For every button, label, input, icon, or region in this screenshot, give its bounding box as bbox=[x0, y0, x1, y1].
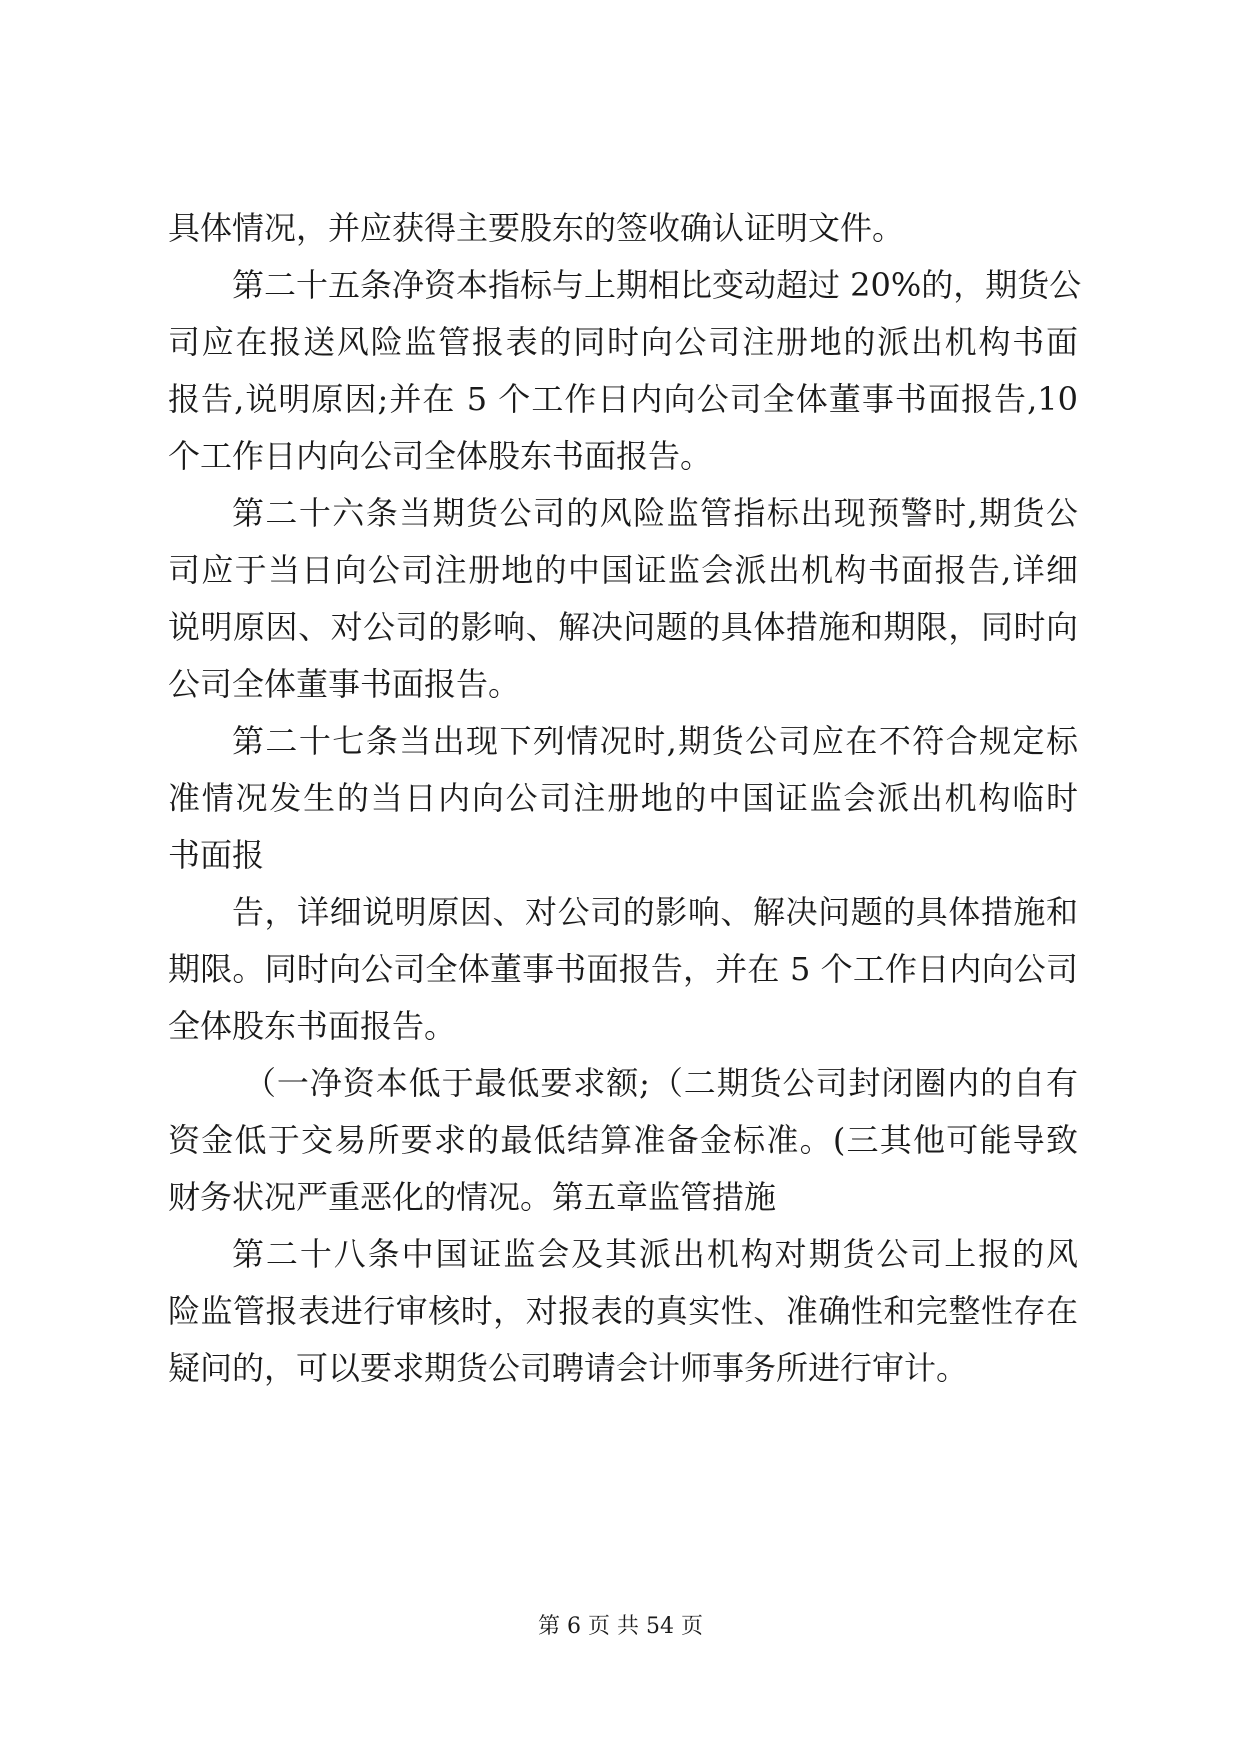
paragraph-conditions bbox=[168, 1055, 1078, 1226]
text-line: 公司全体董事书面报告。 bbox=[168, 665, 521, 703]
text-line: 期限。同时向公司全体董事书面报告，并在 5 个工作日内向公司 bbox=[168, 950, 1078, 988]
text-line: 资金低于交易所要求的最低结算准备金标准。(三其他可能导致 bbox=[168, 1121, 1078, 1159]
paragraph-article-28 bbox=[168, 1226, 1078, 1397]
text-line: 说明原因、对公司的影响、解决问题的具体措施和期限，同时向 bbox=[168, 608, 1078, 646]
paragraph-article-27 bbox=[168, 713, 1078, 884]
text-line: 第二十七条当出现下列情况时,期货公司应在不符合规定标 bbox=[232, 722, 1078, 760]
text-line: 具体情况，并应获得主要股东的签收确认证明文件。 bbox=[168, 209, 905, 247]
paragraph-article-26 bbox=[168, 485, 1078, 713]
text-line: 第二十五条净资本指标与上期相比变动超过 20%的，期货公 bbox=[232, 266, 1082, 304]
text-line: 司应在报送风险监管报表的同时向公司注册地的派出机构书面 bbox=[168, 323, 1078, 361]
text-line: 书面报 bbox=[168, 836, 265, 874]
text-line: 告，详细说明原因、对公司的影响、解决问题的具体措施和 bbox=[232, 893, 1078, 931]
text-line: 第二十八条中国证监会及其派出机构对期货公司上报的风 bbox=[232, 1235, 1078, 1273]
text-line: 个工作日内向公司全体股东书面报告。 bbox=[168, 437, 713, 475]
text-line: 全体股东书面报告。 bbox=[168, 1007, 457, 1045]
paragraph-continuation bbox=[168, 200, 1078, 257]
text-line: 疑问的，可以要求期货公司聘请会计师事务所进行审计。 bbox=[168, 1349, 969, 1387]
page-footer: 第 6 页 共 54 页 bbox=[538, 1614, 703, 1639]
text-line: （一净资本低于最低要求额;（二期货公司封闭圈内的自有 bbox=[244, 1064, 1078, 1102]
text-line: 财务状况严重恶化的情况。第五章监管措施 bbox=[168, 1178, 777, 1216]
paragraph-article-25 bbox=[168, 257, 1082, 485]
text-line: 第二十六条当期货公司的风险监管指标出现预警时,期货公 bbox=[232, 494, 1078, 532]
text-line: 准情况发生的当日内向公司注册地的中国证监会派出机构临时 bbox=[168, 779, 1078, 817]
text-line: 司应于当日向公司注册地的中国证监会派出机构书面报告,详细 bbox=[168, 551, 1078, 589]
text-line: 险监管报表进行审核时，对报表的真实性、准确性和完整性存在 bbox=[168, 1292, 1078, 1330]
document-body bbox=[168, 200, 1082, 1397]
paragraph-article-27-cont bbox=[168, 884, 1078, 1055]
text-line: 报告,说明原因;并在 5 个工作日内向公司全体董事书面报告,10 bbox=[168, 380, 1078, 418]
